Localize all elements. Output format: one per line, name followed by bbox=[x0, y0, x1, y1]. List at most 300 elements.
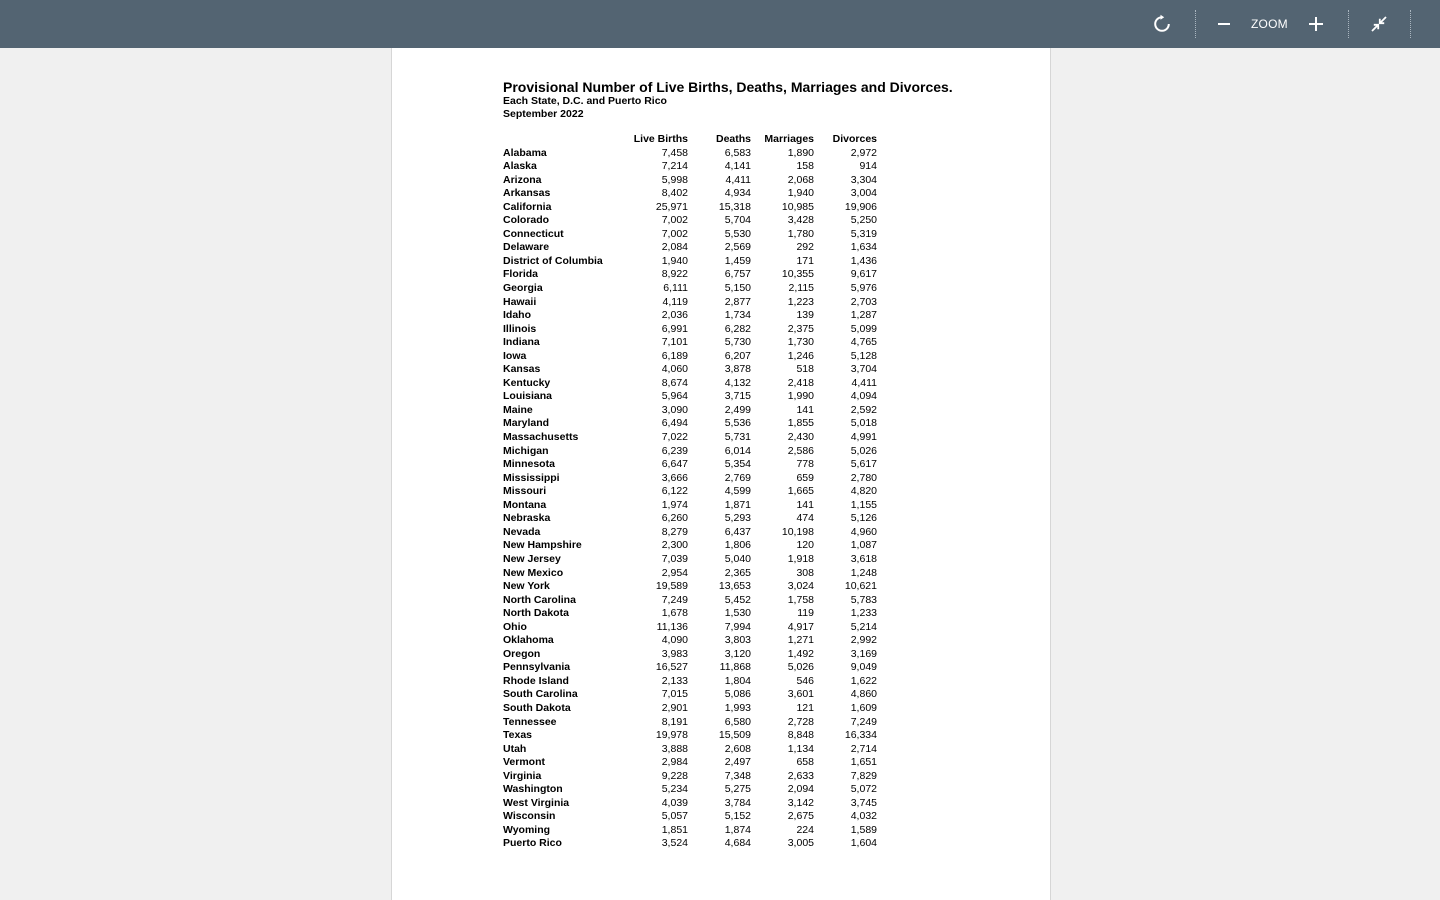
divorces-cell: 5,976 bbox=[850, 282, 877, 295]
table-row bbox=[503, 621, 877, 635]
live-births-cell: 7,249 bbox=[661, 593, 688, 606]
deaths-cell: 2,608 bbox=[724, 742, 751, 755]
deaths-cell: 4,141 bbox=[724, 160, 751, 173]
deaths-cell: 2,365 bbox=[724, 566, 751, 579]
deaths-cell: 1,530 bbox=[724, 607, 751, 620]
table-row bbox=[503, 675, 877, 689]
deaths-cell: 1,874 bbox=[724, 823, 751, 836]
divorces-cell: 7,249 bbox=[850, 715, 877, 728]
table-row bbox=[503, 431, 877, 445]
divorces-cell: 5,026 bbox=[850, 444, 877, 457]
divorces-cell: 1,248 bbox=[850, 566, 877, 579]
divorces-cell: 4,765 bbox=[850, 336, 877, 349]
table-row bbox=[503, 241, 877, 255]
divorces-cell: 5,617 bbox=[850, 458, 877, 471]
live-births-cell: 7,022 bbox=[661, 431, 688, 444]
state-name-cell: Connecticut bbox=[503, 227, 564, 240]
divorces-cell: 914 bbox=[859, 160, 877, 173]
toolbar-separator bbox=[1348, 10, 1349, 38]
divorces-cell: 5,072 bbox=[850, 783, 877, 796]
marriages-cell: 474 bbox=[796, 512, 814, 525]
divorces-cell: 2,714 bbox=[850, 742, 877, 755]
deaths-cell: 3,878 bbox=[724, 363, 751, 376]
zoom-label: ZOOM bbox=[1251, 17, 1288, 31]
live-births-cell: 6,647 bbox=[661, 458, 688, 471]
divorces-cell: 3,704 bbox=[850, 363, 877, 376]
column-header-state bbox=[503, 133, 623, 147]
state-name-cell: Wyoming bbox=[503, 823, 551, 836]
marriages-cell: 2,375 bbox=[787, 322, 814, 335]
divorces-cell: 5,126 bbox=[850, 512, 877, 525]
marriages-cell: 3,601 bbox=[787, 688, 814, 701]
state-name-cell: California bbox=[503, 200, 552, 213]
table-row bbox=[503, 607, 877, 621]
table-row bbox=[503, 567, 877, 581]
divorces-cell: 1,604 bbox=[850, 837, 877, 850]
deaths-cell: 5,530 bbox=[724, 227, 751, 240]
live-births-cell: 2,984 bbox=[661, 756, 688, 769]
state-name-cell: Tennessee bbox=[503, 715, 557, 728]
live-births-cell: 2,954 bbox=[661, 566, 688, 579]
deaths-cell: 5,293 bbox=[724, 512, 751, 525]
deaths-cell: 5,086 bbox=[724, 688, 751, 701]
state-name-cell: Illinois bbox=[503, 322, 537, 335]
divorces-cell: 4,960 bbox=[850, 525, 877, 538]
divorces-cell: 1,609 bbox=[850, 701, 877, 714]
state-name-cell: Louisiana bbox=[503, 390, 553, 403]
live-births-cell: 11,136 bbox=[656, 620, 688, 633]
document-period: September 2022 bbox=[503, 108, 584, 120]
table-row bbox=[503, 810, 877, 824]
live-births-cell: 5,234 bbox=[661, 783, 688, 796]
collapse-button[interactable] bbox=[1366, 0, 1392, 48]
live-births-cell: 8,674 bbox=[661, 376, 688, 389]
live-births-cell: 6,189 bbox=[661, 349, 688, 362]
state-name-cell: Washington bbox=[503, 783, 563, 796]
state-name-cell: North Dakota bbox=[503, 607, 569, 620]
deaths-cell: 4,599 bbox=[724, 485, 751, 498]
table-row bbox=[503, 201, 877, 215]
document-content bbox=[503, 79, 983, 850]
marriages-cell: 2,675 bbox=[787, 810, 814, 823]
marriages-cell: 10,198 bbox=[781, 525, 814, 538]
marriages-cell: 1,223 bbox=[787, 295, 814, 308]
state-name-cell: South Dakota bbox=[503, 701, 571, 714]
table-row bbox=[503, 837, 877, 851]
marriages-cell: 2,728 bbox=[787, 715, 814, 728]
table-body bbox=[503, 147, 877, 851]
marriages-cell: 1,990 bbox=[787, 390, 814, 403]
deaths-cell: 1,806 bbox=[724, 539, 751, 552]
state-name-cell: Hawaii bbox=[503, 295, 537, 308]
table-row bbox=[503, 160, 877, 174]
marriages-cell: 119 bbox=[797, 607, 814, 620]
state-name-cell: Missouri bbox=[503, 485, 547, 498]
marriages-cell: 2,430 bbox=[787, 431, 814, 444]
deaths-cell: 5,152 bbox=[724, 810, 751, 823]
divorces-cell: 1,287 bbox=[850, 309, 877, 322]
marriages-cell: 778 bbox=[796, 458, 814, 471]
state-name-cell: Mississippi bbox=[503, 471, 560, 484]
marriages-cell: 141 bbox=[796, 498, 814, 511]
state-name-cell: West Virginia bbox=[503, 796, 570, 809]
divorces-cell: 1,589 bbox=[850, 823, 877, 836]
deaths-cell: 5,704 bbox=[724, 214, 751, 227]
marriages-cell: 121 bbox=[796, 701, 814, 714]
live-births-cell: 2,300 bbox=[661, 539, 688, 552]
marriages-cell: 1,758 bbox=[787, 593, 814, 606]
deaths-cell: 5,040 bbox=[724, 552, 751, 565]
state-name-cell: Arizona bbox=[503, 173, 542, 186]
live-births-cell: 16,527 bbox=[655, 661, 688, 674]
marriages-cell: 158 bbox=[796, 160, 814, 173]
state-name-cell: Nevada bbox=[503, 525, 541, 538]
deaths-cell: 2,877 bbox=[724, 295, 751, 308]
divorces-cell: 5,250 bbox=[850, 214, 877, 227]
live-births-cell: 7,101 bbox=[661, 336, 688, 349]
divorces-cell: 1,087 bbox=[850, 539, 877, 552]
marriages-cell: 2,115 bbox=[788, 282, 814, 295]
deaths-cell: 3,803 bbox=[724, 634, 751, 647]
deaths-cell: 5,730 bbox=[724, 336, 751, 349]
live-births-cell: 19,978 bbox=[655, 729, 688, 742]
divorces-cell: 5,783 bbox=[850, 593, 877, 606]
table-row bbox=[503, 729, 877, 743]
live-births-cell: 3,983 bbox=[661, 647, 688, 660]
refresh-button[interactable] bbox=[1146, 0, 1178, 48]
table-row bbox=[503, 648, 877, 662]
divorces-cell: 7,829 bbox=[850, 769, 877, 782]
marriages-cell: 3,142 bbox=[787, 796, 814, 809]
state-name-cell: Virginia bbox=[503, 769, 542, 782]
marriages-cell: 1,271 bbox=[787, 634, 814, 647]
live-births-cell: 4,119 bbox=[662, 295, 688, 308]
divorces-cell: 3,618 bbox=[850, 552, 877, 565]
state-name-cell: Oklahoma bbox=[503, 634, 554, 647]
table-row bbox=[503, 174, 877, 188]
table-row bbox=[503, 797, 877, 811]
divorces-cell: 4,991 bbox=[850, 431, 877, 444]
divorces-cell: 4,094 bbox=[850, 390, 877, 403]
toolbar-separator bbox=[1195, 10, 1196, 38]
live-births-cell: 7,458 bbox=[661, 146, 688, 159]
table-row bbox=[503, 526, 877, 540]
state-name-cell: North Carolina bbox=[503, 593, 576, 606]
live-births-cell: 6,260 bbox=[661, 512, 688, 525]
deaths-cell: 4,684 bbox=[724, 837, 751, 850]
marriages-cell: 546 bbox=[796, 674, 814, 687]
divorces-cell: 19,906 bbox=[844, 200, 877, 213]
table-row bbox=[503, 458, 877, 472]
state-name-cell: Massachusetts bbox=[503, 431, 579, 444]
live-births-cell: 2,901 bbox=[661, 701, 688, 714]
deaths-cell: 4,934 bbox=[724, 187, 751, 200]
live-births-cell: 5,998 bbox=[661, 173, 688, 186]
live-births-cell: 6,991 bbox=[661, 322, 688, 335]
marriages-cell: 3,024 bbox=[787, 580, 814, 593]
live-births-cell: 19,589 bbox=[655, 580, 688, 593]
deaths-cell: 2,499 bbox=[724, 403, 751, 416]
divorces-cell: 9,049 bbox=[850, 661, 877, 674]
deaths-cell: 1,734 bbox=[724, 309, 751, 322]
live-births-cell: 3,524 bbox=[661, 837, 688, 850]
state-name-cell: Indiana bbox=[503, 336, 540, 349]
state-name-cell: New Mexico bbox=[503, 566, 564, 579]
state-name-cell: Delaware bbox=[503, 241, 550, 254]
state-name-cell: Wisconsin bbox=[503, 810, 556, 823]
table-row bbox=[503, 228, 877, 242]
marriages-cell: 5,026 bbox=[787, 661, 814, 674]
table-row bbox=[503, 716, 877, 730]
divorces-cell: 2,592 bbox=[850, 403, 877, 416]
deaths-cell: 11,868 bbox=[719, 661, 751, 674]
state-name-cell: Pennsylvania bbox=[503, 661, 571, 674]
live-births-cell: 6,239 bbox=[661, 444, 688, 457]
state-name-cell: Maryland bbox=[503, 417, 550, 430]
deaths-cell: 3,120 bbox=[724, 647, 751, 660]
table-row bbox=[503, 770, 877, 784]
divorces-cell: 4,820 bbox=[850, 485, 877, 498]
marriages-cell: 308 bbox=[796, 566, 814, 579]
table-row bbox=[503, 390, 877, 404]
deaths-cell: 5,275 bbox=[724, 783, 751, 796]
live-births-cell: 2,133 bbox=[661, 674, 688, 687]
live-births-cell: 7,015 bbox=[661, 688, 688, 701]
state-name-cell: Montana bbox=[503, 498, 547, 511]
divorces-cell: 4,860 bbox=[850, 688, 877, 701]
state-name-cell: Rhode Island bbox=[503, 674, 569, 687]
state-name-cell: Idaho bbox=[503, 309, 531, 322]
marriages-cell: 120 bbox=[796, 539, 814, 552]
table-row bbox=[503, 539, 877, 553]
divorces-cell: 2,992 bbox=[850, 634, 877, 647]
table-row bbox=[503, 268, 877, 282]
live-births-cell: 7,002 bbox=[661, 214, 688, 227]
table-row bbox=[503, 282, 877, 296]
deaths-cell: 4,411 bbox=[725, 173, 751, 186]
marriages-cell: 1,246 bbox=[787, 349, 814, 362]
table-row bbox=[503, 377, 877, 391]
live-births-cell: 5,057 bbox=[661, 810, 688, 823]
table-row bbox=[503, 417, 877, 431]
table-row bbox=[503, 472, 877, 486]
marriages-cell: 2,633 bbox=[787, 769, 814, 782]
deaths-cell: 13,653 bbox=[718, 580, 751, 593]
marriages-cell: 3,005 bbox=[787, 837, 814, 850]
live-births-cell: 4,090 bbox=[661, 634, 688, 647]
live-births-cell: 5,964 bbox=[661, 390, 688, 403]
viewer-toolbar bbox=[0, 0, 1440, 48]
deaths-cell: 4,132 bbox=[724, 376, 751, 389]
divorces-cell: 1,233 bbox=[850, 607, 877, 620]
divorces-cell: 1,651 bbox=[850, 756, 877, 769]
marriages-cell: 1,492 bbox=[787, 647, 814, 660]
table-row bbox=[503, 783, 877, 797]
live-births-cell: 3,666 bbox=[661, 471, 688, 484]
live-births-cell: 4,060 bbox=[661, 363, 688, 376]
live-births-cell: 1,940 bbox=[661, 254, 688, 267]
table-row bbox=[503, 363, 877, 377]
marriages-cell: 518 bbox=[796, 363, 814, 376]
column-header-marriages: Marriages bbox=[764, 133, 814, 145]
table-row bbox=[503, 702, 877, 716]
divorces-cell: 5,319 bbox=[850, 227, 877, 240]
state-name-cell: South Carolina bbox=[503, 688, 578, 701]
marriages-cell: 3,428 bbox=[787, 214, 814, 227]
state-name-cell: Maine bbox=[503, 403, 533, 416]
minus-icon bbox=[1217, 17, 1231, 31]
table-row bbox=[503, 634, 877, 648]
divorces-cell: 2,972 bbox=[850, 146, 877, 159]
live-births-cell: 25,971 bbox=[655, 200, 688, 213]
live-births-cell: 6,111 bbox=[663, 282, 688, 295]
document-title: Provisional Number of Live Births, Deaths, Marriages and Divorces. bbox=[503, 79, 953, 95]
deaths-cell: 15,318 bbox=[718, 200, 751, 213]
column-header-deaths: Deaths bbox=[715, 133, 751, 145]
table-row bbox=[503, 580, 877, 594]
marriages-cell: 1,665 bbox=[787, 485, 814, 498]
deaths-cell: 1,459 bbox=[724, 254, 751, 267]
state-name-cell: Minnesota bbox=[503, 458, 555, 471]
marriages-cell: 2,586 bbox=[787, 444, 814, 457]
table-row bbox=[503, 296, 877, 310]
table-row bbox=[503, 756, 877, 770]
deaths-cell: 5,731 bbox=[724, 431, 751, 444]
table-row bbox=[503, 688, 877, 702]
deaths-cell: 3,715 bbox=[724, 390, 751, 403]
marriages-cell: 658 bbox=[796, 756, 814, 769]
state-name-cell: Ohio bbox=[503, 620, 527, 633]
table-row bbox=[503, 309, 877, 323]
live-births-cell: 2,084 bbox=[661, 241, 688, 254]
deaths-cell: 5,536 bbox=[724, 417, 751, 430]
state-name-cell: New Hampshire bbox=[503, 539, 582, 552]
table-row bbox=[503, 485, 877, 499]
table-row bbox=[503, 404, 877, 418]
divorces-cell: 16,334 bbox=[844, 729, 877, 742]
divorces-cell: 10,621 bbox=[844, 580, 877, 593]
state-name-cell: Iowa bbox=[503, 349, 527, 362]
marriages-cell: 1,730 bbox=[787, 336, 814, 349]
table-row bbox=[503, 743, 877, 757]
state-name-cell: Oregon bbox=[503, 647, 541, 660]
divorces-cell: 1,634 bbox=[850, 241, 877, 254]
marriages-cell: 1,855 bbox=[787, 417, 814, 430]
table-row bbox=[503, 661, 877, 675]
live-births-cell: 2,036 bbox=[661, 309, 688, 322]
table-row bbox=[503, 255, 877, 269]
table-row bbox=[503, 594, 877, 608]
document-page bbox=[391, 48, 1051, 900]
marriages-cell: 1,918 bbox=[787, 552, 814, 565]
state-name-cell: Utah bbox=[503, 742, 527, 755]
divorces-cell: 2,780 bbox=[850, 471, 877, 484]
marriages-cell: 659 bbox=[796, 471, 814, 484]
divorces-cell: 4,411 bbox=[851, 376, 877, 389]
state-name-cell: Texas bbox=[503, 729, 532, 742]
deaths-cell: 1,804 bbox=[724, 674, 751, 687]
live-births-cell: 6,494 bbox=[661, 417, 688, 430]
table-row bbox=[503, 350, 877, 364]
document-subtitle: Each State, D.C. and Puerto Rico bbox=[503, 95, 667, 107]
deaths-cell: 7,348 bbox=[724, 769, 751, 782]
deaths-cell: 15,509 bbox=[718, 729, 751, 742]
marriages-cell: 10,985 bbox=[781, 200, 814, 213]
marriages-cell: 292 bbox=[796, 241, 814, 254]
divorces-cell: 3,004 bbox=[850, 187, 877, 200]
deaths-cell: 6,583 bbox=[724, 146, 751, 159]
state-name-cell: Alabama bbox=[503, 146, 547, 159]
divorces-cell: 3,169 bbox=[850, 647, 877, 660]
deaths-cell: 3,784 bbox=[724, 796, 751, 809]
live-births-cell: 7,039 bbox=[661, 552, 688, 565]
refresh-icon bbox=[1152, 14, 1172, 34]
state-name-cell: District of Columbia bbox=[503, 254, 603, 267]
deaths-cell: 6,580 bbox=[724, 715, 751, 728]
divorces-cell: 3,745 bbox=[850, 796, 877, 809]
state-name-cell: Puerto Rico bbox=[503, 837, 562, 850]
state-name-cell: Michigan bbox=[503, 444, 549, 457]
deaths-cell: 5,354 bbox=[724, 458, 751, 471]
zoom-in-button[interactable] bbox=[1304, 0, 1328, 48]
deaths-cell: 7,994 bbox=[724, 620, 751, 633]
divorces-cell: 1,155 bbox=[850, 498, 877, 511]
marriages-cell: 141 bbox=[796, 403, 814, 416]
divorces-cell: 3,304 bbox=[850, 173, 877, 186]
state-name-cell: Alaska bbox=[503, 160, 537, 173]
state-name-cell: Kentucky bbox=[503, 376, 551, 389]
live-births-cell: 1,974 bbox=[661, 498, 688, 511]
live-births-cell: 8,191 bbox=[661, 715, 688, 728]
state-name-cell: New Jersey bbox=[503, 552, 561, 565]
deaths-cell: 2,769 bbox=[724, 471, 751, 484]
marriages-cell: 1,890 bbox=[787, 146, 814, 159]
table-row bbox=[503, 323, 877, 337]
state-name-cell: Colorado bbox=[503, 214, 550, 227]
divorces-cell: 1,622 bbox=[850, 674, 877, 687]
deaths-cell: 6,282 bbox=[724, 322, 751, 335]
marriages-cell: 10,355 bbox=[781, 268, 814, 281]
deaths-cell: 6,757 bbox=[724, 268, 751, 281]
deaths-cell: 5,150 bbox=[724, 282, 751, 295]
deaths-cell: 2,497 bbox=[724, 756, 751, 769]
live-births-cell: 7,214 bbox=[661, 160, 688, 173]
table-row bbox=[503, 499, 877, 513]
divorces-cell: 5,018 bbox=[850, 417, 877, 430]
state-name-cell: Nebraska bbox=[503, 512, 551, 525]
deaths-cell: 5,452 bbox=[724, 593, 751, 606]
marriages-cell: 8,848 bbox=[787, 729, 814, 742]
live-births-cell: 6,122 bbox=[661, 485, 688, 498]
deaths-cell: 1,993 bbox=[724, 701, 751, 714]
table-row bbox=[503, 214, 877, 228]
deaths-cell: 2,569 bbox=[724, 241, 751, 254]
state-name-cell: Florida bbox=[503, 268, 539, 281]
state-name-cell: Vermont bbox=[503, 756, 546, 769]
column-header-divorces: Divorces bbox=[832, 133, 877, 145]
state-name-cell: Georgia bbox=[503, 282, 543, 295]
divorces-cell: 9,617 bbox=[850, 268, 877, 281]
collapse-icon bbox=[1370, 15, 1388, 33]
table-row bbox=[503, 147, 877, 161]
toolbar-separator bbox=[1410, 10, 1411, 38]
table-header-row bbox=[503, 133, 877, 147]
state-name-cell: Kansas bbox=[503, 363, 541, 376]
live-births-cell: 8,402 bbox=[661, 187, 688, 200]
table-row bbox=[503, 553, 877, 567]
divorces-cell: 5,128 bbox=[850, 349, 877, 362]
zoom-out-button[interactable] bbox=[1212, 0, 1236, 48]
